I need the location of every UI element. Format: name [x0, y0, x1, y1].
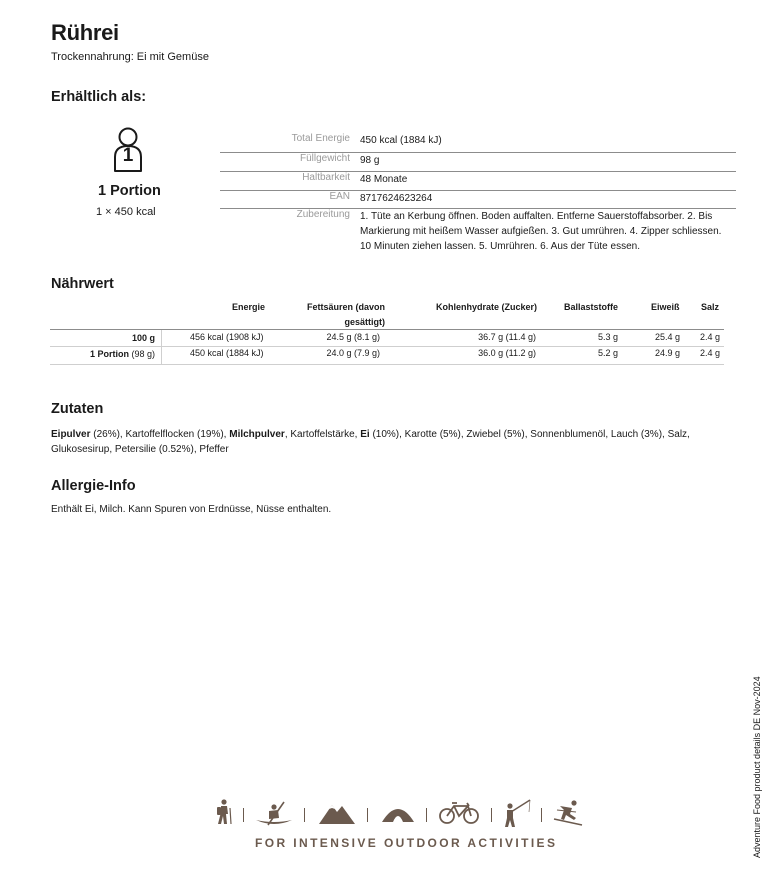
detail-key: EAN — [329, 191, 350, 202]
page-title: Rührei — [51, 20, 119, 45]
availability-heading: Erhältlich als: — [51, 89, 147, 105]
skier-icon — [552, 798, 584, 826]
detail-value: 450 kcal (1884 kJ) — [360, 135, 442, 146]
portion-badge-number: 1 — [122, 145, 134, 166]
table-vline — [161, 330, 162, 364]
hiker-icon — [214, 798, 236, 826]
table-cell: 456 kcal (1908 kJ) — [190, 332, 264, 342]
detail-value: 98 g — [360, 155, 380, 166]
col-carbs: Kohlenhydrate (Zucker) — [436, 302, 538, 312]
tent-icon — [380, 798, 416, 826]
activity-icons — [210, 798, 590, 830]
footer-tagline: FOR INTENSIVE OUTDOOR ACTIVITIES — [255, 836, 558, 850]
detail-value: 8717624623264 — [360, 193, 433, 204]
col-fibre: Ballaststoffe — [564, 302, 619, 312]
ingredients-text: Eipulver (26%), Kartoffelflocken (19%), Milchpulver, Kartoffelstärke, Ei (10%), Karotte (5%), Zwiebel (5%), Sonnenblumenöl, Lauch (3%), Salz, Glukosesirup, Petersilie (0.52%), Pfeffer — [51, 429, 690, 455]
table-cell: 25.4 g — [654, 332, 680, 342]
detail-value: 48 Monate — [360, 174, 408, 185]
table-cell: 36.7 g (11.4 g) — [478, 332, 536, 342]
ingredients-heading: Zutaten — [51, 401, 104, 417]
allergy-heading: Allergie-Info — [51, 478, 136, 494]
detail-key: Total Energie — [291, 133, 350, 144]
table-cell: 24.5 g (8.1 g) — [326, 332, 380, 342]
bicycle-icon — [438, 798, 480, 826]
table-cell: 5.2 g — [597, 348, 618, 358]
canoe-icon — [254, 798, 294, 830]
detail-row-ean — [220, 190, 736, 209]
col-protein: Eiweiß — [651, 302, 680, 312]
table-row-label: 100 g — [131, 333, 155, 343]
portion-label: 1 Portion — [98, 183, 161, 199]
detail-key: Zubereitung — [296, 209, 350, 220]
fishing-icon — [502, 798, 532, 830]
detail-value: 1. Tüte an Kerbung öffnen. Boden auffalten. Entferne Sauerstoffabsorber. 2. Bis Markierung mit heißem Wasser aufgießen. 3. Gut umrühren. 4. Zipper schliessen. 10 Minuten ziehen lassen. 5. Umrühren. 6. Aus der Tüte essen. — [360, 211, 722, 252]
table-rule-top — [50, 329, 724, 330]
subtitle: Trockennahrung: Ei mit Gemüse — [51, 51, 209, 63]
table-cell: 2.4 g — [699, 348, 720, 358]
col-energy: Energie — [232, 302, 266, 312]
col-fat: Fettsäuren (davon gesättigt) — [306, 302, 385, 327]
portion-kcal: 1 × 450 kcal — [96, 206, 156, 218]
detail-row-shelf-life — [220, 171, 736, 191]
table-cell: 5.3 g — [597, 332, 618, 342]
table-cell: 24.9 g — [654, 348, 680, 358]
detail-key: Füllgewicht — [299, 153, 350, 164]
table-row-label: 1 Portion (98 g) — [89, 349, 155, 359]
table-cell: 36.0 g (11.2 g) — [478, 348, 536, 358]
mountain-icon — [318, 798, 356, 826]
table-cell: 2.4 g — [699, 332, 720, 342]
nutrition-heading: Nährwert — [51, 276, 114, 292]
table-cell: 24.0 g (7.9 g) — [326, 348, 380, 358]
allergy-text: Enthält Ei, Milch. Kann Spuren von Erdnüsse, Nüsse enthalten. — [51, 504, 332, 515]
table-cell: 450 kcal (1884 kJ) — [190, 348, 264, 358]
detail-row-preparation — [220, 208, 736, 256]
table-rule-middle — [50, 346, 724, 347]
side-note: Adventure Food product details DE Nov-2024 — [752, 676, 762, 858]
detail-key: Haltbarkeit — [302, 172, 350, 183]
col-salt: Salz — [701, 302, 720, 312]
table-rule-bottom — [50, 364, 724, 365]
detail-row-energy — [220, 133, 736, 153]
detail-row-weight — [220, 152, 736, 172]
